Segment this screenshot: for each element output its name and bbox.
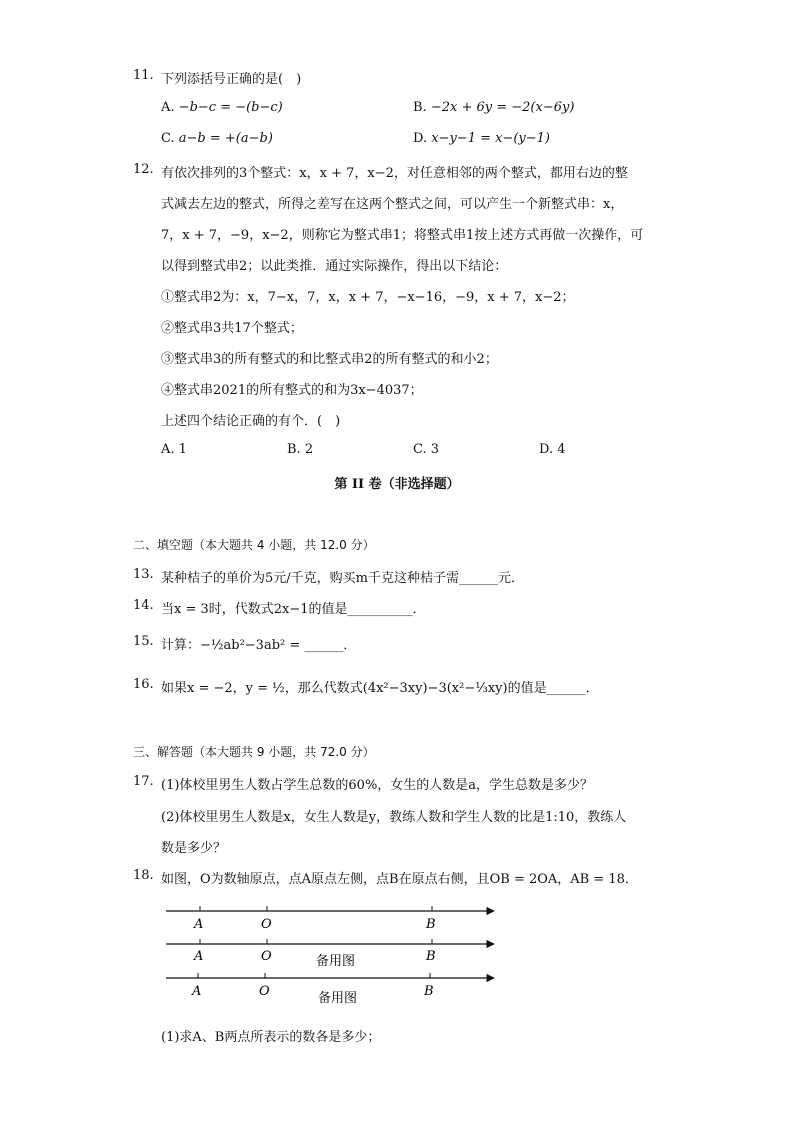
q11-option-a[interactable]: A. −b−c = −(b−c) bbox=[161, 100, 283, 115]
q18-stem: 如图，O为数轴原点，点A原点左侧，点B在原点右侧，且OB = 2OA，AB = 18． bbox=[161, 872, 638, 887]
q12-conclusion-4: ④整式串2021的所有整式的和为3x−4037； bbox=[161, 383, 423, 398]
q11-stem: 下列添括号正确的是( ) bbox=[161, 72, 302, 87]
q11-option-b[interactable]: B. −2x + 6y = −2(x−6y) bbox=[413, 100, 575, 115]
q18-number: 18. bbox=[133, 868, 154, 883]
q12-ask: 上述四个结论正确的有个．( ) bbox=[161, 414, 341, 429]
number-line-main bbox=[166, 906, 494, 932]
q16-number: 16. bbox=[133, 677, 154, 692]
q13-text: 某种桔子的单价为5元/千克，购买m千克这种桔子需______元． bbox=[161, 571, 524, 586]
point-b-label: B bbox=[426, 917, 436, 932]
q12-conclusion-2: ②整式串3共17个整式； bbox=[161, 321, 303, 336]
number-line-backup-2 bbox=[166, 973, 494, 1006]
number-line-figure bbox=[160, 898, 505, 1010]
q14-text: 当x = 3时，代数式2x−1的值是__________． bbox=[161, 602, 426, 617]
point-b-label: B bbox=[424, 984, 434, 999]
q11-option-d[interactable]: D. x−y−1 = x−(y−1) bbox=[413, 131, 550, 146]
q17-line-3: 数是多少？ bbox=[161, 841, 227, 856]
q11-number: 11. bbox=[133, 68, 154, 83]
q11-option-c[interactable]: C. a−b = +(a−b) bbox=[161, 131, 273, 146]
q12-conclusion-3: ③整式串3的所有整式的和比整式串2的所有整式的和小2； bbox=[161, 352, 498, 367]
q17-line-2: (2)体校里男生人数是x，女生人数是y，教练人数和学生人数的比是1:10，教练人 bbox=[161, 810, 627, 825]
q16-text: 如果x = −2，y = ½，那么代数式(4x²−3xy)−3(x²−⅓xy)的值是______． bbox=[161, 681, 599, 696]
q15-number: 15. bbox=[133, 634, 154, 649]
number-line-backup-1 bbox=[166, 939, 494, 969]
point-b-label: B bbox=[426, 949, 436, 964]
section-2-heading: 二、填空题（本大题共 4 小题，共 12.0 分） bbox=[133, 538, 375, 552]
point-o-label: O bbox=[259, 984, 270, 999]
q15-text: 计算：−½ab²−3ab² = ______． bbox=[161, 638, 357, 653]
q12-option-a[interactable]: A. 1 bbox=[161, 442, 187, 457]
q12-conclusion-1: ①整式串2为：x，7−x，7，x，x + 7，−x−16，−9，x + 7，x−2； bbox=[161, 290, 575, 305]
q14-number: 14. bbox=[133, 598, 154, 613]
q12-option-c[interactable]: C. 3 bbox=[413, 442, 440, 457]
q18-sub-1: (1)求A、B两点所表示的数各是多少； bbox=[161, 1030, 381, 1045]
point-a-label: A bbox=[194, 949, 204, 964]
q12-option-b[interactable]: B. 2 bbox=[287, 442, 314, 457]
q12-number: 12. bbox=[133, 162, 154, 177]
point-a-label: A bbox=[194, 917, 204, 932]
q12-line-3: 7，x + 7，−9，x−2，则称它为整式串1；将整式串1按上述方式再做一次操作，可 bbox=[161, 228, 644, 243]
backup-figure-label: 备用图 bbox=[318, 991, 358, 1006]
q12-line-4: 以得到整式串2；以此类推．通过实际操作，得出以下结论： bbox=[161, 259, 508, 274]
point-o-label: O bbox=[261, 949, 272, 964]
q12-line-2: 式减去左边的整式，所得之差写在这两个整式之间，可以产生一个新整式串：x， bbox=[161, 197, 624, 212]
q12-option-d[interactable]: D. 4 bbox=[539, 442, 566, 457]
q17-number: 17. bbox=[133, 774, 154, 789]
point-o-label: O bbox=[261, 917, 272, 932]
q12-line-1: 有依次排列的3个整式：x，x + 7，x−2，对任意相邻的两个整式，都用右边的整 bbox=[161, 166, 628, 181]
backup-figure-label: 备用图 bbox=[316, 954, 356, 969]
q17-line-1: (1)体校里男生人数占学生总数的60%，女生的人数是a，学生总数是多少？ bbox=[161, 778, 594, 793]
q13-number: 13. bbox=[133, 567, 154, 582]
section-3-heading: 三、解答题（本大题共 9 小题，共 72.0 分） bbox=[133, 745, 375, 759]
point-a-label: A bbox=[192, 984, 202, 999]
part-2-title: 第 II 卷（非选择题） bbox=[334, 477, 460, 492]
